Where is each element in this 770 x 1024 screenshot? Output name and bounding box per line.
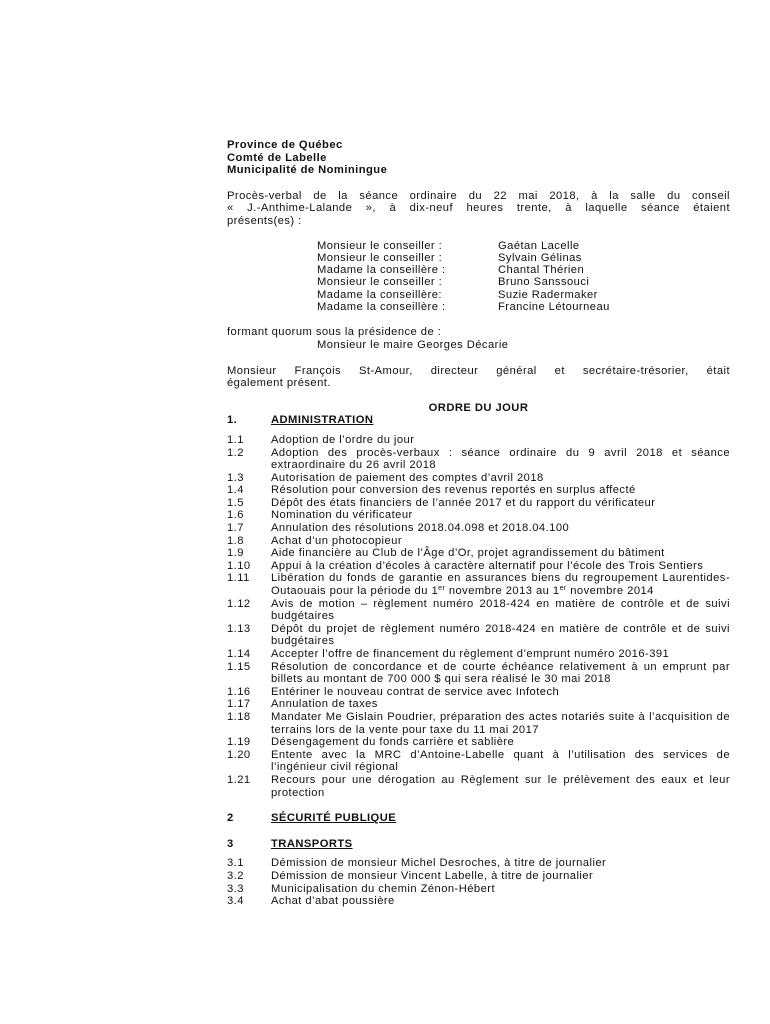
item-number: 1.5 xyxy=(227,496,244,509)
item-text: Accepter l’offre de financement du règlement d’emprunt numéro 2016-391 xyxy=(271,648,670,660)
section-title: TRANSPORTS xyxy=(271,837,353,850)
item-text-part: novembre 2014 xyxy=(566,585,654,598)
attendance-row xyxy=(317,264,730,276)
item-number: 3.2 xyxy=(227,869,244,882)
item-number: 1.16 xyxy=(227,685,251,698)
item-text: Mandater Me Gislain Poudrier, préparation des actes notariés suite à l’acquisition de terrains lors de la vente pour taxe du 11 mai 2017 xyxy=(271,710,730,736)
superscript: er xyxy=(438,585,446,593)
item-number: 1.6 xyxy=(227,509,244,522)
item-text: Achat d’abat poussière xyxy=(271,895,395,908)
director-paragraph xyxy=(227,365,730,390)
agenda-item xyxy=(227,661,730,686)
attendee-name: Sylvain Gélinas xyxy=(498,251,582,264)
section-title: SÉCURITÉ PUBLIQUE xyxy=(271,812,397,825)
item-text: Désengagement du fonds carrière et sablière xyxy=(271,736,515,749)
quorum-text: formant quorum sous la présidence de : xyxy=(227,326,442,339)
agenda-item xyxy=(227,434,730,447)
agenda-item xyxy=(227,883,730,896)
document-content xyxy=(227,139,730,908)
item-text: Démission de monsieur Michel Desroches, à titre de journalier xyxy=(271,857,607,870)
section-number: 3 xyxy=(227,837,234,850)
header-province: Province de Québec xyxy=(227,139,343,151)
item-text: Recours pour une dérogation au Règlement sur le prélèvement des eaux et leur protection xyxy=(271,773,730,799)
item-number: 1.7 xyxy=(227,522,244,535)
agenda-item xyxy=(227,547,730,560)
agenda-item xyxy=(227,895,730,908)
intro-paragraph xyxy=(227,190,730,228)
item-text: Adoption de l’ordre du jour xyxy=(271,433,415,446)
director-line: Monsieur François St-Amour, directeur général et secrétaire-trésorier, était xyxy=(227,364,730,377)
section-number: 1. xyxy=(227,414,238,427)
agenda-item xyxy=(227,698,730,711)
attendee-role: Madame la conseillère : xyxy=(317,301,446,314)
agenda-item xyxy=(227,870,730,883)
agenda-item xyxy=(227,560,730,573)
agenda-item xyxy=(227,447,730,472)
item-text: Annulation de taxes xyxy=(271,698,378,711)
item-number: 1.19 xyxy=(227,736,251,749)
agenda-item xyxy=(227,509,730,522)
attendance-row xyxy=(317,252,730,264)
quorum-mayor: Monsieur le maire Georges Décarie xyxy=(317,338,509,351)
item-text: Annulation des résolutions 2018.04.098 et 2018.04.100 xyxy=(271,522,570,535)
attendee-role: Monsieur le conseiller : xyxy=(317,239,443,252)
agenda-item xyxy=(227,497,730,510)
item-text: Avis de motion – règlement numéro 2018-424 en matière de contrôle et de suivi budgétaires xyxy=(271,597,730,623)
item-text: Entente avec la MRC d’Antoine-Labelle quant à l’utilisation des services de l’ingénieur civil régional xyxy=(271,748,730,774)
agenda-items-administration xyxy=(227,434,730,799)
item-number: 1.8 xyxy=(227,534,244,547)
section-heading xyxy=(227,414,730,427)
agenda-item xyxy=(227,484,730,497)
item-number: 1.13 xyxy=(227,622,251,635)
agenda-item xyxy=(227,686,730,699)
intro-line: « J.-Anthime-Lalande », à dix-neuf heures trente, à laquelle séance étaient xyxy=(227,202,730,215)
item-number: 1.1 xyxy=(227,433,244,446)
agenda-item xyxy=(227,522,730,535)
item-number: 1.20 xyxy=(227,748,251,761)
item-text: Achat d’un photocopieur xyxy=(271,534,403,547)
agenda-item xyxy=(227,648,730,661)
attendee-role: Madame la conseillère: xyxy=(317,288,442,301)
item-text-part: Libération du fonds de garantie en assurances biens du regroupement Laurentides-Outaouais pour la période du 1 xyxy=(271,572,730,598)
item-text: Aide financière au Club de l’Âge d’Or, projet agrandissement du bâtiment xyxy=(271,547,665,560)
intro-line: Procès-verbal de la séance ordinaire du 22 mai 2018, à la salle du conseil xyxy=(227,189,730,202)
agenda-item xyxy=(227,598,730,623)
item-number: 3.4 xyxy=(227,895,244,908)
attendance-row xyxy=(317,276,730,288)
attendance-row xyxy=(317,289,730,301)
item-text: Municipalisation du chemin Zénon-Hébert xyxy=(271,882,496,895)
item-number: 1.3 xyxy=(227,471,244,484)
attendee-role: Monsieur le conseiller : xyxy=(317,251,443,264)
item-number: 1.21 xyxy=(227,773,251,786)
item-number: 1.15 xyxy=(227,660,251,673)
item-number: 3.1 xyxy=(227,857,244,870)
attendee-name: Chantal Thérien xyxy=(498,264,585,277)
agenda-item xyxy=(227,711,730,736)
item-number: 1.4 xyxy=(227,484,244,497)
attendance-row xyxy=(317,301,730,313)
agenda-title: ORDRE DU JOUR xyxy=(428,401,529,414)
item-number: 1.2 xyxy=(227,446,244,459)
item-number: 1.9 xyxy=(227,547,244,560)
attendee-role: Madame la conseillère : xyxy=(317,264,446,277)
attendance-list xyxy=(317,240,730,314)
header-county: Comté de Labelle xyxy=(227,151,327,164)
section-title: ADMINISTRATION xyxy=(271,414,374,427)
agenda-item xyxy=(227,623,730,648)
item-number: 1.17 xyxy=(227,698,251,711)
section-heading xyxy=(227,812,730,825)
agenda-items-transports xyxy=(227,857,730,907)
item-number: 1.12 xyxy=(227,597,251,610)
header-municipality: Municipalité de Nominingue xyxy=(227,164,388,177)
section-number: 2 xyxy=(227,812,234,825)
item-number: 1.18 xyxy=(227,710,251,723)
item-text: Résolution pour conversion des revenus reportés en surplus affecté xyxy=(271,484,636,497)
item-text: Dépôt des états financiers de l’année 2017 et du rapport du vérificateur xyxy=(271,496,656,509)
item-number: 1.11 xyxy=(227,572,250,585)
item-text: Appui à la création d’écoles à caractère alternatif pour l’école des Trois Sentiers xyxy=(271,559,704,572)
item-text: Entériner le nouveau contrat de service avec Infotech xyxy=(271,685,560,698)
item-number: 3.3 xyxy=(227,882,244,895)
item-text: Résolution de concordance et de courte échéance relativement à un emprunt par billets au montant de 700 000 $ qui sera réalisé le 30 mai 2018 xyxy=(271,660,730,686)
agenda-item xyxy=(227,572,730,597)
agenda-item xyxy=(227,472,730,485)
intro-line: présents(es) : xyxy=(227,214,302,227)
item-text: Dépôt du projet de règlement numéro 2018-424 en matière de contrôle et de suivi budgétaires xyxy=(271,622,730,648)
item-text: Autorisation de paiement des comptes d’avril 2018 xyxy=(271,471,544,484)
superscript: er xyxy=(559,585,567,593)
agenda-item xyxy=(227,774,730,799)
item-number: 1.10 xyxy=(227,559,251,572)
item-text: Adoption des procès-verbaux : séance ordinaire du 9 avril 2018 et séance extraordinaire du 26 avril 2018 xyxy=(271,446,730,472)
agenda-item xyxy=(227,736,730,749)
agenda-item xyxy=(227,535,730,548)
item-text: Démission de monsieur Vincent Labelle, à titre de journalier xyxy=(271,869,594,882)
attendee-name: Suzie Radermaker xyxy=(498,288,598,301)
section-heading xyxy=(227,838,730,851)
attendee-name: Bruno Sanssouci xyxy=(498,276,590,289)
item-text xyxy=(271,572,730,597)
item-number: 1.14 xyxy=(227,648,251,660)
attendee-name: Gaétan Lacelle xyxy=(498,239,580,252)
agenda-item xyxy=(227,749,730,774)
attendee-role: Monsieur le conseiller : xyxy=(317,276,443,289)
item-text-part: novembre 2013 au 1 xyxy=(445,585,560,598)
attendee-name: Francine Létourneau xyxy=(498,301,610,314)
director-line: également présent. xyxy=(227,377,331,390)
agenda-item xyxy=(227,857,730,870)
attendance-row xyxy=(317,240,730,252)
document-header xyxy=(227,139,730,177)
item-text: Nomination du vérificateur xyxy=(271,509,413,522)
